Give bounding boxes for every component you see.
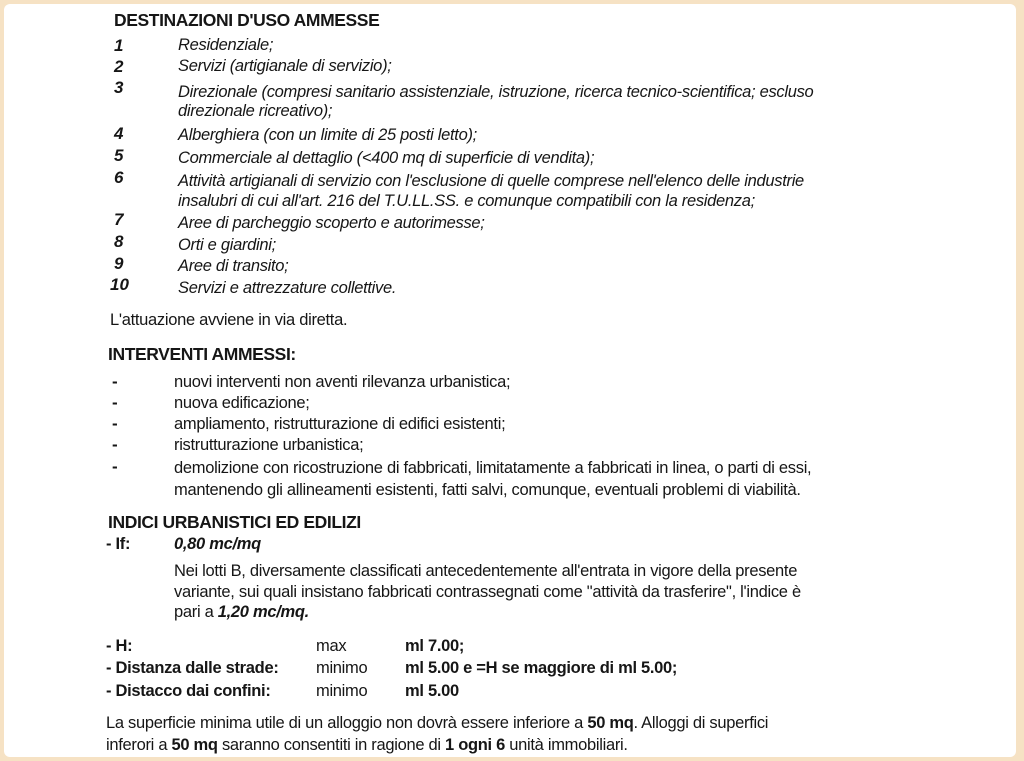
list-item: Aree di transito; (178, 257, 289, 275)
list-item: Orti e giardini; (178, 236, 276, 254)
param-value: ml 7.00; (405, 637, 465, 655)
bullet-dash: - (112, 457, 118, 476)
bullet-dash: - (112, 435, 118, 454)
heading-destinazioni: DESTINAZIONI D'USO AMMESSE (114, 10, 380, 30)
if-value: 0,80 mc/mq (174, 535, 261, 553)
bullet-dash: - (112, 393, 118, 412)
param-kind: max (316, 637, 347, 655)
param-value: ml 5.00 e =H se maggiore di ml 5.00; (405, 659, 678, 677)
index-value: 1,20 mc/mq. (217, 603, 309, 621)
param-label: - H: (106, 637, 133, 655)
param-kind: minimo (316, 682, 368, 700)
heading-interventi: INTERVENTI AMMESSI: (108, 344, 296, 364)
if-label: - If: (106, 535, 131, 553)
list-item: Commerciale al dettaglio (<400 mq di superficie di vendita); (178, 149, 595, 167)
attuazione-text: L'attuazione avviene in via diretta. (110, 311, 348, 329)
list-item: nuova edificazione; (174, 394, 310, 412)
list-item: Aree di parcheggio scoperto e autorimesse; (178, 214, 485, 232)
list-number: 6 (114, 168, 124, 187)
list-number: 10 (110, 275, 129, 294)
list-item: Servizi (artigianale di servizio); (178, 57, 392, 75)
note-line: pari a 1,20 mc/mq. (174, 603, 309, 621)
note-line: Nei lotti B, diversamente classificati antecedentemente all'entrata in vigore della presente (174, 562, 798, 580)
list-item: ristrutturazione urbanistica; (174, 436, 364, 454)
list-item: Residenziale; (178, 36, 274, 54)
list-number: 1 (114, 36, 124, 55)
list-item-cont: insalubri di cui all'art. 216 del T.U.LL.SS. e comunque compatibili con la residenza; (178, 192, 755, 210)
bullet-dash: - (112, 372, 118, 391)
param-label: - Distanza dalle strade: (106, 659, 279, 677)
list-number: 4 (114, 124, 124, 143)
superficie-line: La superficie minima utile di un alloggio non dovrà essere inferiore a 50 mq. Alloggi di superfici (106, 714, 769, 732)
param-kind: minimo (316, 659, 368, 677)
list-number: 2 (114, 57, 124, 76)
list-number: 8 (114, 232, 124, 251)
heading-indici: INDICI URBANISTICI ED EDILIZI (108, 512, 361, 532)
list-number: 7 (114, 210, 124, 229)
list-item: ampliamento, ristrutturazione di edifici esistenti; (174, 415, 506, 433)
list-item: nuovi interventi non aventi rilevanza urbanistica; (174, 373, 511, 391)
list-item: Direzionale (compresi sanitario assistenziale, istruzione, ricerca tecnico-scientifica; escluso (178, 83, 814, 101)
note-line: variante, sui quali insistano fabbricati contrassegnati come "attività da trasferire", l'indice è (174, 583, 801, 601)
list-item: Alberghiera (con un limite di 25 posti letto); (178, 126, 477, 144)
list-item-cont: direzionale ricreativo); (178, 102, 333, 120)
list-item: Attività artigianali di servizio con l'esclusione di quelle comprese nell'elenco delle industrie (178, 172, 804, 190)
list-number: 9 (114, 254, 124, 273)
param-label: - Distacco dai confini: (106, 682, 271, 700)
list-item-cont: mantenendo gli allineamenti esistenti, fatti salvi, comunque, eventuali problemi di viabilità. (174, 481, 801, 499)
document-page (4, 4, 1016, 757)
list-item: demolizione con ricostruzione di fabbricati, limitatamente a fabbricati in linea, o parti di essi, (174, 459, 812, 477)
list-item: Servizi e attrezzature collettive. (178, 279, 397, 297)
bullet-dash: - (112, 414, 118, 433)
superficie-line: inferori a 50 mq saranno consentiti in ragione di 1 ogni 6 unità immobiliari. (106, 736, 628, 754)
list-number: 3 (114, 78, 124, 97)
list-number: 5 (114, 146, 124, 165)
param-value: ml 5.00 (405, 682, 459, 700)
